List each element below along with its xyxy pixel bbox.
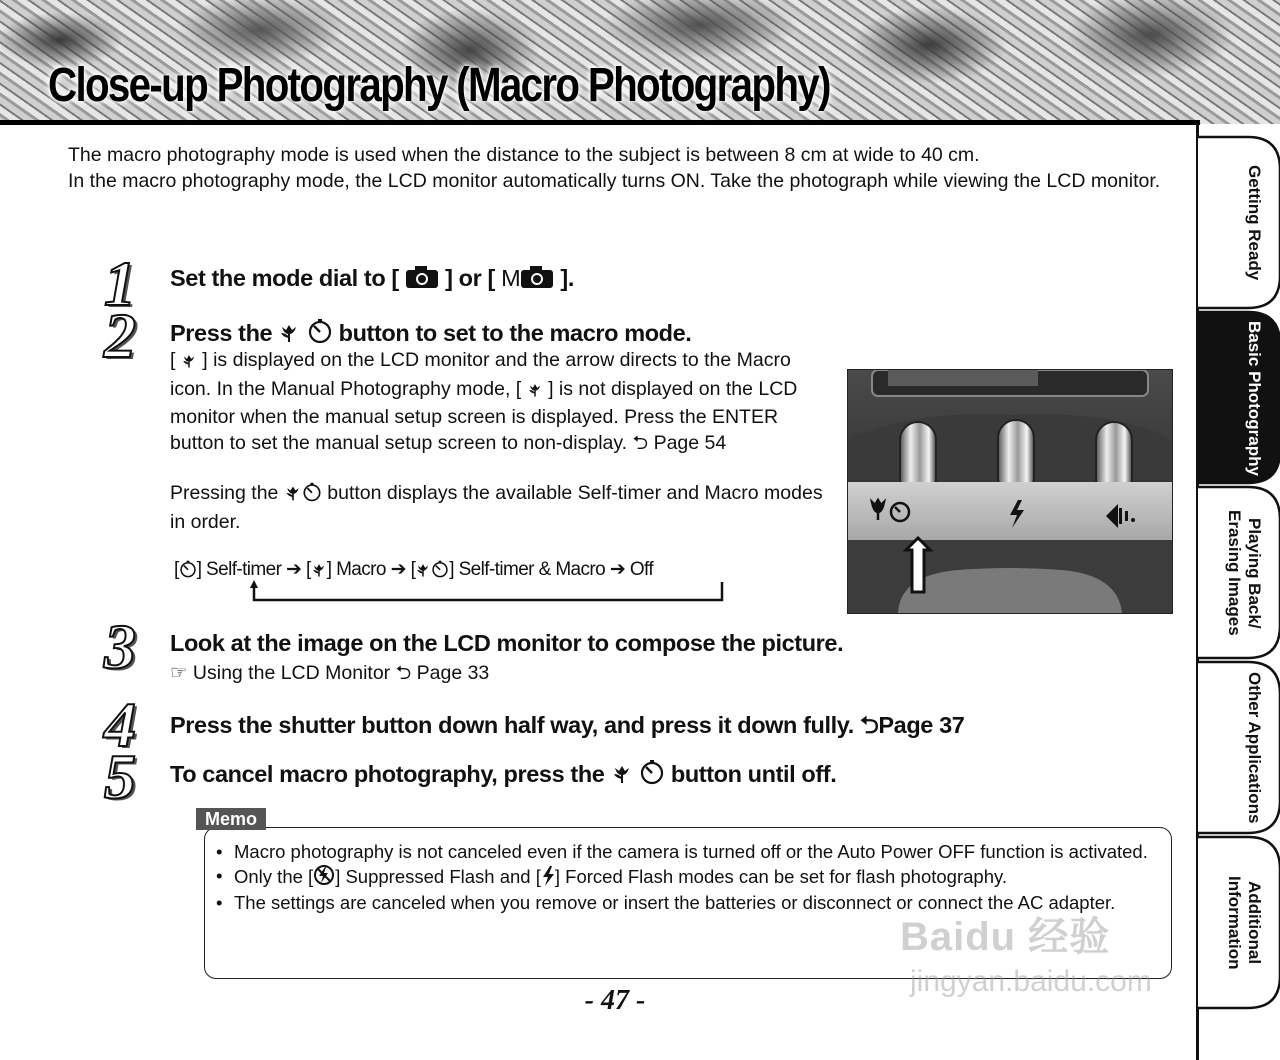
step-5-text-b: button until off. xyxy=(670,761,837,787)
page-title: Close-up Photography (Macro Photography) xyxy=(48,59,830,112)
manual-camera-icon xyxy=(520,265,554,295)
intro-line-2: In the macro photography mode, the LCD monitor automatically turns ON. Take the photograph while viewing the LCD monitor. xyxy=(68,169,1161,192)
self-timer-icon xyxy=(179,560,197,584)
step-2-body-b: ] is displayed on the LCD monitor and the arrow directs to the Macro icon. In the Manual Photography mode, [ xyxy=(170,349,791,400)
step-1-text-b: ] or [ xyxy=(445,265,495,291)
step-2-body2-b: button displays the available Self-timer and Macro modes in order. xyxy=(170,482,823,533)
step-4-title xyxy=(170,708,964,748)
memo-item-3: • The settings are canceled when you remove or insert the batteries or disconnect or connect the AC adapter. xyxy=(214,891,1154,915)
memo-list xyxy=(214,840,1154,915)
mode-sequence: [ ] Self-timer ➔ [ ] Macro ➔ [ ] Self-timer & Macro ➔ Off xyxy=(174,558,653,584)
self-timer-icon xyxy=(302,482,322,510)
step-2-body xyxy=(170,348,825,535)
tab-playing-back-label: Playing Back/ Erasing Images xyxy=(1225,510,1264,636)
seq-self-timer: ] Self-timer xyxy=(196,559,282,580)
memo-item-2-b: ] Suppressed Flash and [ xyxy=(335,865,541,887)
watermark-url: jingyan.baidu.com xyxy=(910,965,1152,998)
step-2-text-a: Press the xyxy=(170,320,273,346)
sequence-loop-arrow xyxy=(250,580,725,604)
macro-tulip-icon xyxy=(527,380,543,406)
step-3-sub-text: Using the LCD Monitor xyxy=(192,662,391,684)
macro-tulip-icon xyxy=(181,351,197,377)
tab-additional-information[interactable] xyxy=(1198,835,1280,1010)
flash-icon xyxy=(541,866,555,892)
watermark-logo: Baidu 经验 xyxy=(900,915,1111,959)
page-ref-icon: ⮌ xyxy=(395,662,412,684)
page-ref-icon: ⮌ xyxy=(859,712,879,738)
page-number: - 47 - xyxy=(584,985,646,1016)
header-rule xyxy=(0,120,1200,125)
intro-line-1: The macro photography mode is used when the distance to the subject is between 8 cm at wide to 40 cm. xyxy=(68,144,980,166)
macro-tulip-icon xyxy=(611,763,633,791)
memo-item-1: • Macro photography is not canceled even if the camera is turned off or the Auto Power OFF function is activated. xyxy=(214,840,1154,864)
step-3-title: Look at the image on the LCD monitor to compose the picture. xyxy=(170,630,844,656)
step-1-text-d: ]. xyxy=(560,265,574,291)
camera-buttons-photo xyxy=(847,369,1173,614)
arrow-right-icon: ➔ xyxy=(390,559,406,580)
macro-tulip-icon xyxy=(284,484,302,510)
tab-other-applications[interactable] xyxy=(1198,660,1280,835)
step-2-text-b: button to set to the macro mode. xyxy=(338,320,692,346)
tab-getting-ready-label: Getting Ready xyxy=(1245,165,1264,281)
step-2-body-a: [ xyxy=(170,349,176,371)
seq-off: Off xyxy=(629,559,654,580)
macro-tulip-icon xyxy=(278,322,300,350)
tab-getting-ready[interactable] xyxy=(1198,135,1280,310)
flash-off-icon xyxy=(313,864,335,892)
step-5-title xyxy=(170,759,836,791)
step-number-2: 2 xyxy=(104,300,136,371)
self-timer-icon xyxy=(307,318,333,350)
memo-item-2-c: ] Forced Flash modes can be set for flash photography. xyxy=(554,865,1007,887)
step-number-3: 3 xyxy=(104,611,136,682)
step-1-text-a: Set the mode dial to [ xyxy=(170,265,399,291)
pointing-hand-icon: ☞ xyxy=(170,662,188,684)
step-2-title xyxy=(170,318,691,350)
memo-label: Memo xyxy=(196,808,266,830)
step-2-body2-a: Pressing the xyxy=(170,482,279,504)
camera-icon xyxy=(405,265,439,295)
page-ref-icon: ⮌ xyxy=(632,431,649,454)
step-1-manual-m: M xyxy=(501,265,521,291)
seq-self-timer-macro: ] Self-timer & Macro xyxy=(449,559,606,580)
step-3-sub xyxy=(170,661,489,687)
step-2-body-c: ] is not displayed on the LCD monitor when the manual setup screen is displayed. Press the ENTER button to set the manual setup screen to non-display. xyxy=(170,377,798,454)
step-number-4: 4 xyxy=(104,689,136,760)
step-1-title xyxy=(170,265,574,295)
tab-other-applications-label: Other Applications xyxy=(1245,672,1264,824)
self-timer-icon xyxy=(639,759,665,791)
step-number-5: 5 xyxy=(104,741,136,812)
arrow-right-icon: ➔ xyxy=(286,559,302,580)
step-2-page-ref[interactable]: Page 54 xyxy=(653,431,727,454)
seq-macro: ] Macro xyxy=(326,559,386,580)
tab-basic-photography[interactable] xyxy=(1198,310,1280,485)
tab-basic-photography-label: Basic Photography xyxy=(1245,320,1264,476)
step-4-text: Press the shutter button down half way, and press it down fully. xyxy=(170,712,854,738)
arrow-right-icon: ➔ xyxy=(609,559,626,580)
step-3-page-ref[interactable]: Page 33 xyxy=(416,662,490,684)
memo-item-2 xyxy=(214,864,1154,892)
intro-text xyxy=(68,143,1178,194)
step-4-page-ref[interactable]: Page 37 xyxy=(878,712,965,738)
step-number-1: 1 xyxy=(104,248,136,319)
tab-additional-information-label: Additional Information xyxy=(1225,876,1264,970)
step-5-text-a: To cancel macro photography, press the xyxy=(170,761,605,787)
tab-playing-back[interactable] xyxy=(1198,485,1280,660)
memo-item-2-a: Only the [ xyxy=(234,865,314,887)
